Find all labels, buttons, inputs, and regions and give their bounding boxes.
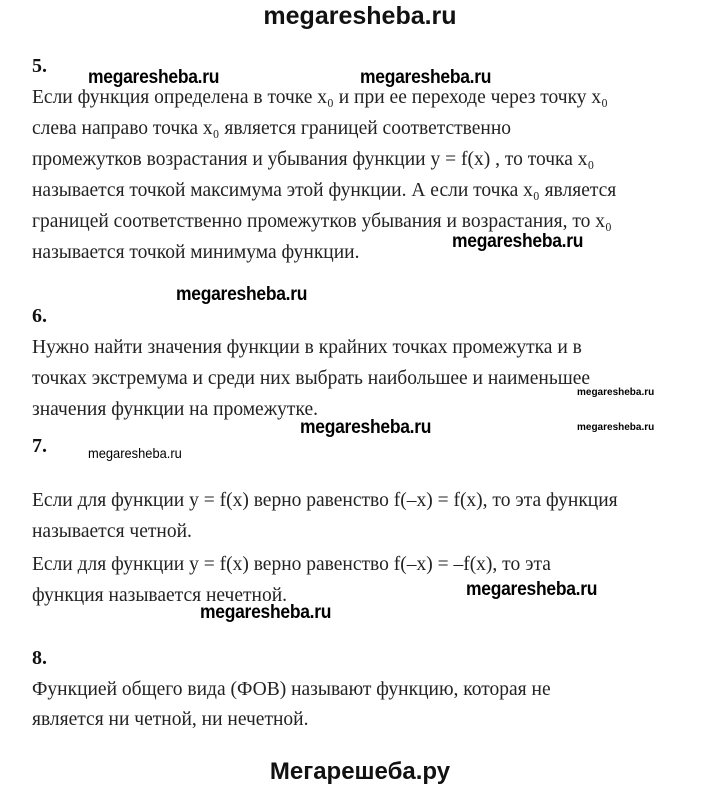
text-line: Если для функции y = f(x) верно равенство f(–x) = –f(x), то эта xyxy=(32,554,551,575)
watermark: megaresheba.ru xyxy=(452,231,584,252)
text-line: промежутков возрастания и убывания функции y = f(x) , то точка x₀ xyxy=(32,149,595,170)
watermark: megaresheba.ru xyxy=(176,284,308,305)
text-line: точках экстремума и среди них выбрать наибольшее и наименьшее xyxy=(32,368,591,389)
section-number: 5. xyxy=(32,55,47,77)
watermark: megaresheba.ru xyxy=(360,67,492,88)
text-line: границей соответственно промежутков убывания и возрастания, то x₀ xyxy=(32,211,612,232)
text-line: Функцией общего вида (ФОВ) называют функцию, которая не xyxy=(32,679,551,700)
section-number: 7. xyxy=(32,435,47,457)
site-footer: Мегарешеба.ру xyxy=(269,758,451,785)
text-line: функция называется нечетной. xyxy=(32,585,288,606)
watermark: megaresheba.ru xyxy=(88,445,182,461)
watermark: megaresheba.ru xyxy=(300,417,432,438)
site-header: megaresheba.ru xyxy=(263,2,457,30)
section-number: 6. xyxy=(32,305,47,327)
watermark: megaresheba.ru xyxy=(88,67,220,88)
text-line: называется точкой минимума функции. xyxy=(32,242,360,263)
text-line: Нужно найти значения функции в крайних точках промежутка и в xyxy=(32,337,582,358)
text-line: является ни четной, ни нечетной. xyxy=(32,709,309,730)
text-line: Если для функции y = f(x) верно равенство f(–x) = f(x), то эта функция xyxy=(32,490,618,511)
section-number: 8. xyxy=(32,647,47,669)
watermark: megaresheba.ru xyxy=(200,602,332,623)
text-line: называется точкой максимума этой функции. А если точка x₀ является xyxy=(32,180,617,201)
watermark: megaresheba.ru xyxy=(577,422,655,433)
text-line: Если функция определена в точке x₀ и при ее переходе через точку x₀ xyxy=(32,87,608,108)
text-line: значения функции на промежутке. xyxy=(32,399,318,420)
text-line: называется четной. xyxy=(32,521,192,542)
text-line: слева направо точка x₀ является границей соответственно xyxy=(32,118,512,139)
watermark: megaresheba.ru xyxy=(577,387,655,398)
watermark: megaresheba.ru xyxy=(466,579,598,600)
